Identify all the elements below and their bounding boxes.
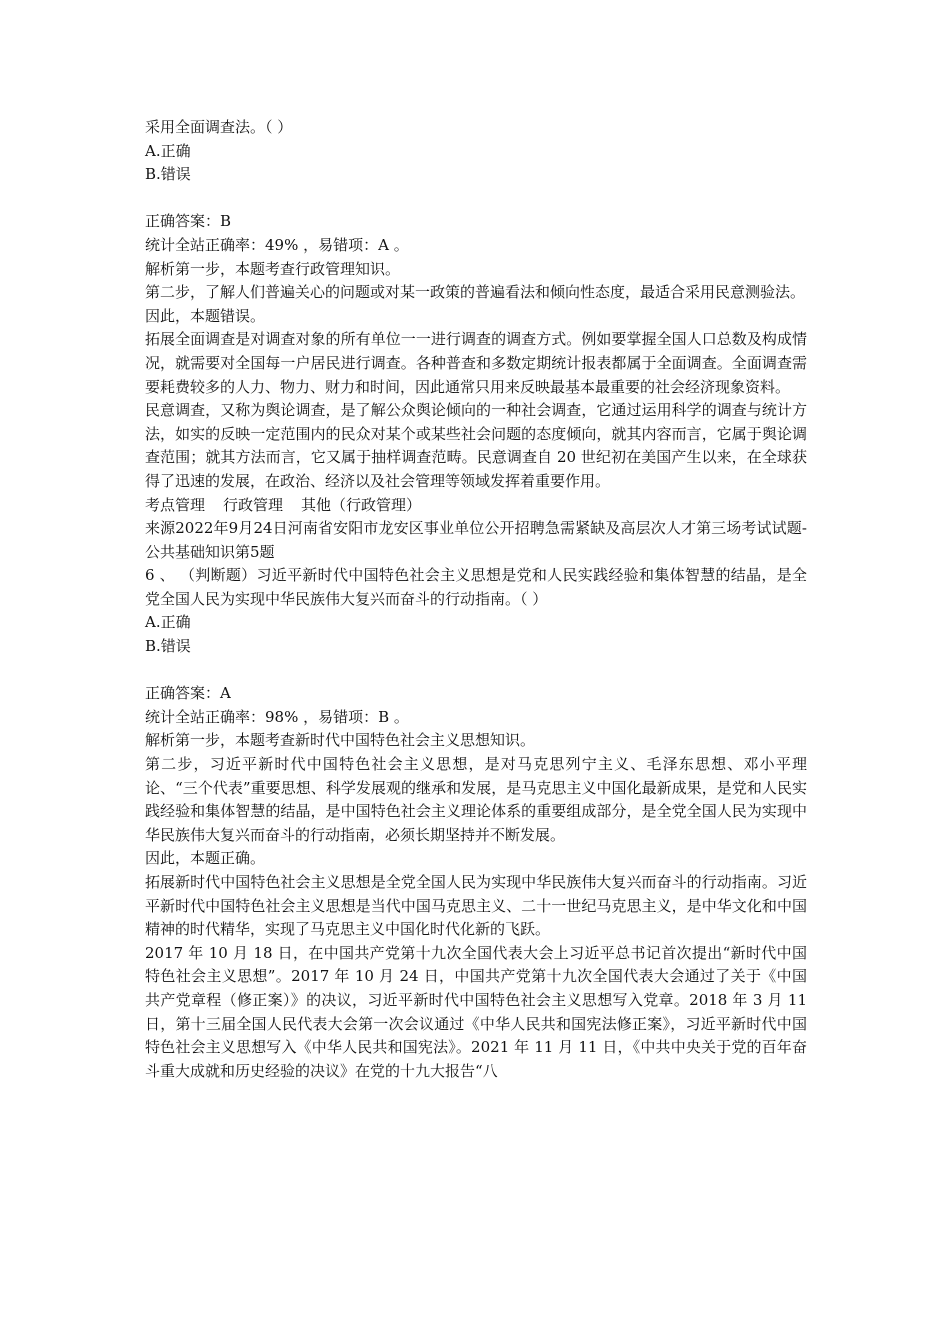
question-6-extension-2: 2017 年 10 月 18 日，在中国共产党第十九次全国代表大会上习近平总书记首次提出“新时代中国特色社会主义思想”。2017 年 10 月 24 日，中国共产党第十九次全国代表大会通过了关于《中国共产党章程（修正案）》的决议，习近平新时代中国特色社会主义思想写入党章。2018 年 3 月 11 日，第十三届全国人民代表大会第一次会议通过《中华人民共和国宪法修正案》，习近平新时代中国特色社会主义思想写入《中华人民共和国宪法》。2021 年 11 月 11 日，《中共中央关于党的百年奋斗重大成就和历史经验的决议》在党的十九大报告“八 <box>145 943 807 1080</box>
question-6-analysis-step1: 解析第一步，本题考查新时代中国特色社会主义思想知识。 <box>145 731 536 750</box>
question-5-stats: 统计全站正确率：49% ，易错项：A 。 <box>145 235 409 254</box>
question-5-option-a: A.正确 <box>145 141 191 160</box>
question-5-stem-tail: 采用全面调查法。（ ） <box>145 118 293 136</box>
question-5-conclusion: 因此，本题错误。 <box>145 306 266 325</box>
kp-item-1: 行政管理 <box>223 495 284 514</box>
question-6-answer: 正确答案：A <box>145 684 231 703</box>
question-5-option-b: B.错误 <box>145 165 191 184</box>
document-page <box>145 116 807 1083</box>
question-6-analysis-step2: 第二步，习近平新时代中国特色社会主义思想，是对马克思列宁主义、毛泽东思想、邓小平理论、“三个代表”重要思想、科学发展观的继承和发展，是马克思主义中国化最新成果，是党和人民实践经验和集体智慧的结晶，是中国特色社会主义理论体系的重要组成部分，是全党全国人民为实现中华民族伟大复兴而奋斗的行动指南，必须长期坚持并不断发展。 <box>145 755 807 844</box>
kp-item-2: 其他（行政管理） <box>301 495 422 514</box>
question-6-conclusion: 因此，本题正确。 <box>145 849 266 868</box>
question-6-stem: 6 、 （判断题）习近平新时代中国特色社会主义思想是党和人民实践经验和集体智慧的结晶，是全党全国人民为实现中华民族伟大复兴而奋斗的行动指南。（ ） <box>145 566 807 608</box>
question-5-knowledge-points <box>145 494 807 518</box>
question-5-source: 来源2022年9月24日河南省安阳市龙安区事业单位公开招聘急需紧缺及高层次人才第三场考试试题-公共基础知识第5题 <box>145 519 807 561</box>
question-5-analysis-step1: 解析第一步，本题考查行政管理知识。 <box>145 259 401 278</box>
kp-label: 考点管理 <box>145 495 206 514</box>
question-5-extension-2: 民意调查，又称为舆论调查，是了解公众舆论倾向的一种社会调查，它通过运用科学的调查与统计方法，如实的反映一定范围内的民众对某个或某些社会问题的态度倾向，就其内容而言，它属于舆论调查范围；就其方法而言，它又属于抽样调查范畴。民意调查自 20 世纪初在美国产生以来，在全球获得了迅速的发展，在政治、经济以及社会管理等领域发挥着重要作用。 <box>145 401 807 490</box>
question-6-option-a: A.正确 <box>145 613 191 632</box>
question-6-stats: 统计全站正确率：98% ，易错项：B 。 <box>145 707 409 726</box>
question-6-option-b: B.错误 <box>145 637 191 656</box>
question-5-extension-1: 拓展全面调查是对调查对象的所有单位一一进行调查的调查方式。例如要掌握全国人口总数及构成情况，就需要对全国每一户居民进行调查。各种普查和多数定期统计报表都属于全面调查。全面调查需要耗费较多的人力、物力、财力和时间，因此通常只用来反映最基本最重要的社会经济现象资料。 <box>145 330 807 396</box>
spacer <box>145 659 807 683</box>
question-5-analysis-step2: 第二步，了解人们普遍关心的问题或对某一政策的普遍看法和倾向性态度，最适合采用民意测验法。 <box>145 283 806 302</box>
question-5-answer: 正确答案：B <box>145 212 232 231</box>
spacer <box>145 187 807 211</box>
question-6-extension-1: 拓展新时代中国特色社会主义思想是全党全国人民为实现中华民族伟大复兴而奋斗的行动指南。习近平新时代中国特色社会主义思想是当代中国马克思主义、二十一世纪马克思主义，是中华文化和中国精神的时代精华，实现了马克思主义中国化时代化新的飞跃。 <box>145 873 807 939</box>
